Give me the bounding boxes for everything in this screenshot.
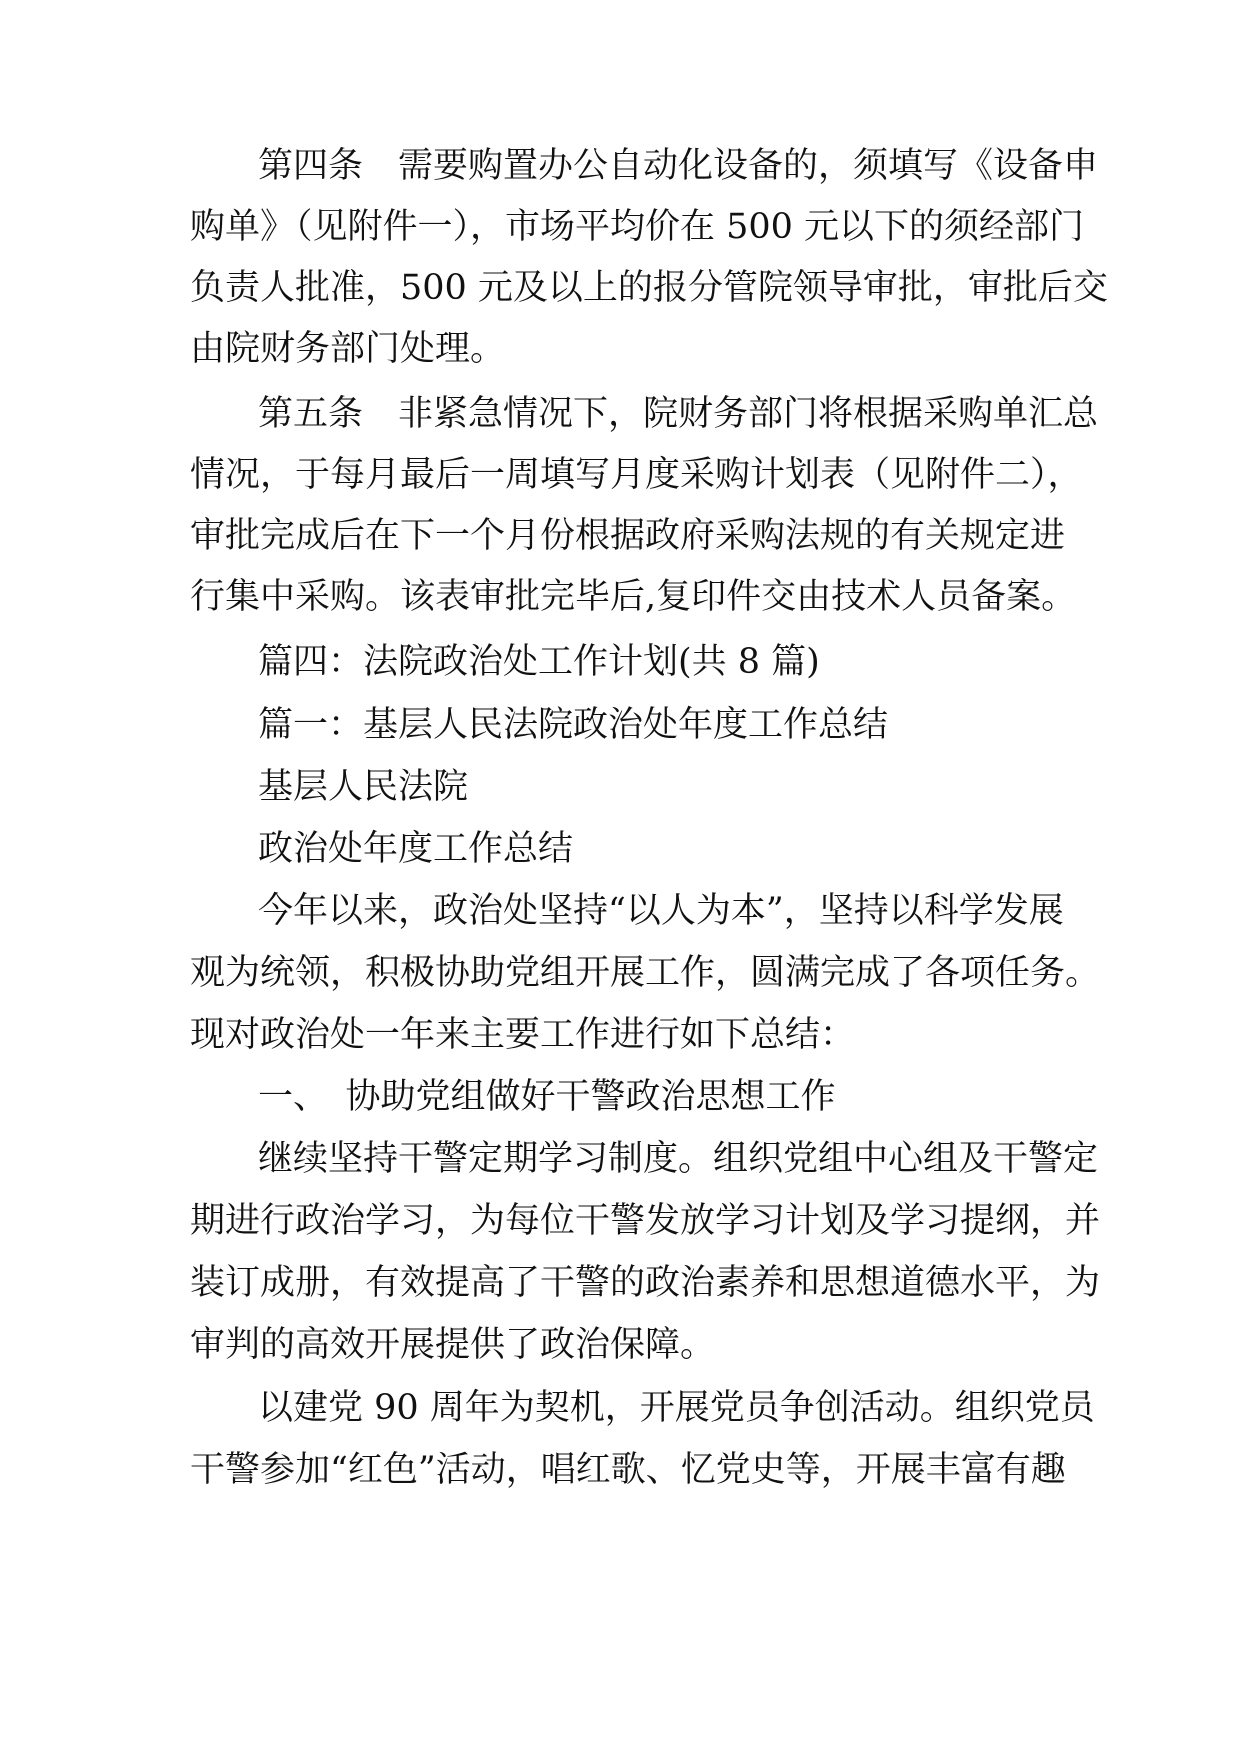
article-5-line-3: 审批完成后在下一个月份根据政府采购法规的有关规定进 bbox=[190, 516, 1066, 556]
article-5-line-2: 情况，于每月最后一周填写月度采购计划表（见附件二）， bbox=[190, 455, 1083, 495]
article-4-line-3: 负责人批准，500 元及以上的报分管院领导审批，审批后交 bbox=[190, 268, 1108, 308]
article-4-line-4: 由院财务部门处理。 bbox=[190, 329, 506, 369]
intro-line-1: 今年以来，政治处坚持“以人为本”，坚持以科学发展 bbox=[258, 891, 1064, 931]
chapter-4-heading: 篇四：法院政治处工作计划(共 8 篇) bbox=[258, 642, 820, 682]
article-5-line-1: 第五条 非紧急情况下，院财务部门将根据采购单汇总 bbox=[258, 394, 1099, 434]
intro-line-3: 现对政治处一年来主要工作进行如下总结： bbox=[190, 1015, 856, 1055]
chapter-1-heading: 篇一：基层人民法院政治处年度工作总结 bbox=[258, 705, 889, 745]
party90-line-2: 干警参加“红色”活动，唱红歌、忆党史等，开展丰富有趣 bbox=[190, 1450, 1066, 1490]
summary-heading: 政治处年度工作总结 bbox=[258, 829, 574, 869]
article-4-line-1: 第四条 需要购置办公自动化设备的，须填写《设备申 bbox=[258, 146, 1099, 186]
study-line-4: 审判的高效开展提供了政治保障。 bbox=[190, 1325, 716, 1365]
court-heading: 基层人民法院 bbox=[258, 767, 469, 807]
section-1-heading: 一、 协助党组做好干警政治思想工作 bbox=[258, 1077, 836, 1117]
party90-line-1: 以建党 90 周年为契机，开展党员争创活动。组织党员 bbox=[258, 1388, 1095, 1428]
article-4-line-2: 购单》（见附件一），市场平均价在 500 元以下的须经部门 bbox=[190, 207, 1085, 247]
study-line-2: 期进行政治学习，为每位干警发放学习计划及学习提纲，并 bbox=[190, 1201, 1101, 1241]
study-line-1: 继续坚持干警定期学习制度。组织党组中心组及干警定 bbox=[258, 1139, 1099, 1179]
intro-line-2: 观为统领，积极协助党组开展工作，圆满完成了各项任务。 bbox=[190, 953, 1101, 993]
study-line-3: 装订成册，有效提高了干警的政治素养和思想道德水平，为 bbox=[190, 1263, 1101, 1303]
article-5-line-4: 行集中采购。该表审批完毕后,复印件交由技术人员备案。 bbox=[190, 577, 1077, 617]
